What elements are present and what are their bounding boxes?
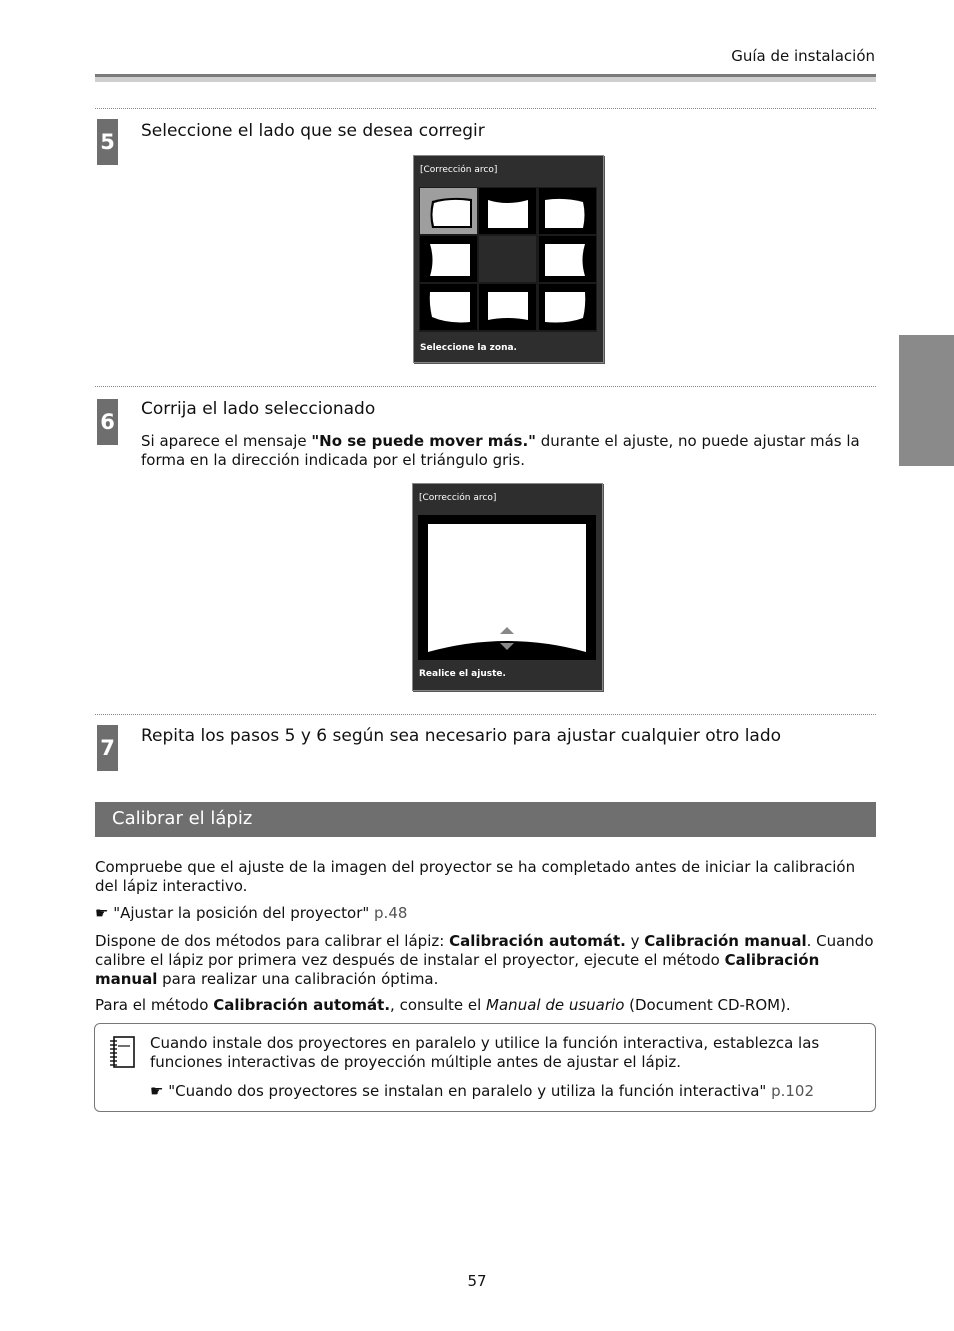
screen-title: [Corrección arco] <box>420 165 498 175</box>
divider <box>95 386 876 387</box>
cross-reference[interactable]: ☛ "Ajustar la posición del proyector" p.48 <box>95 904 408 922</box>
zone-center <box>479 236 536 282</box>
zone-grid <box>419 187 597 332</box>
correction-arc-screen <box>413 155 604 363</box>
paragraph: Compruebe que el ajuste de la imagen del proyector se ha completado antes de iniciar la calibración del lápiz interactivo. <box>95 858 856 895</box>
note-cross-reference[interactable]: ☛ "Cuando dos proyectores se instalan en paralelo y utiliza la función interactiva" p.102 <box>150 1082 814 1100</box>
zone-middle-right[interactable] <box>539 236 596 282</box>
zone-middle-left[interactable] <box>420 236 477 282</box>
screen-title: [Corrección arco] <box>419 493 497 503</box>
zone-bottom-center[interactable] <box>479 284 536 330</box>
pointer-icon: ☛ <box>95 904 109 922</box>
step-number: 6 <box>97 399 118 445</box>
step-title: Repita los pasos 5 y 6 según sea necesario para ajustar cualquier otro lado <box>141 726 782 746</box>
paragraph: Para el método Calibración automát., consulte el Manual de usuario (Document CD-ROM). <box>95 996 791 1014</box>
section-title: Calibrar el lápiz <box>112 808 253 829</box>
note-text: Cuando instale dos proyectores en paralelo y utilice la función interactiva, establezca las funciones interactivas de proyección múltiple antes de ajustar el lápiz. <box>150 1034 820 1071</box>
zone-top-center[interactable] <box>479 188 536 234</box>
pointer-icon: ☛ <box>150 1082 164 1100</box>
side-tab <box>899 335 954 466</box>
screen-footer: Realice el ajuste. <box>419 669 506 679</box>
zone-top-right[interactable] <box>539 188 596 234</box>
section-header <box>95 802 876 837</box>
header-title: Guía de instalación <box>731 47 875 65</box>
step-title: Seleccione el lado que se desea corregir <box>141 121 485 141</box>
down-arrow-icon <box>500 643 514 650</box>
step-description: Si aparece el mensaje "No se puede mover más." durante el ajuste, no puede ajustar más la forma en la dirección indicada por el triángulo gris. <box>141 432 860 469</box>
zone-bottom-left[interactable] <box>420 284 477 330</box>
header-rule <box>95 74 876 82</box>
page-link[interactable]: p.102 <box>771 1082 814 1100</box>
step-number: 5 <box>97 119 118 165</box>
adjust-preview <box>418 515 596 660</box>
correction-arc-adjust-screen <box>412 483 603 691</box>
screen-footer: Seleccione la zona. <box>420 343 517 353</box>
zone-bottom-right[interactable] <box>539 284 596 330</box>
step-title: Corrija el lado seleccionado <box>141 399 376 419</box>
page-link[interactable]: p.48 <box>374 904 408 922</box>
step-number: 7 <box>97 725 118 771</box>
divider <box>95 714 876 715</box>
divider <box>95 108 876 109</box>
notebook-icon <box>106 1035 138 1071</box>
page-number: 57 <box>467 1272 487 1290</box>
paragraph: Dispone de dos métodos para calibrar el lápiz: Calibración automát. y Calibración manual. Cuando calibre el lápiz por primera vez después de instalar el proyector, ejecute el método Calibración manual para realizar una calibración óptima. <box>95 932 874 988</box>
zone-top-left[interactable] <box>420 188 477 234</box>
note-box <box>94 1023 876 1112</box>
